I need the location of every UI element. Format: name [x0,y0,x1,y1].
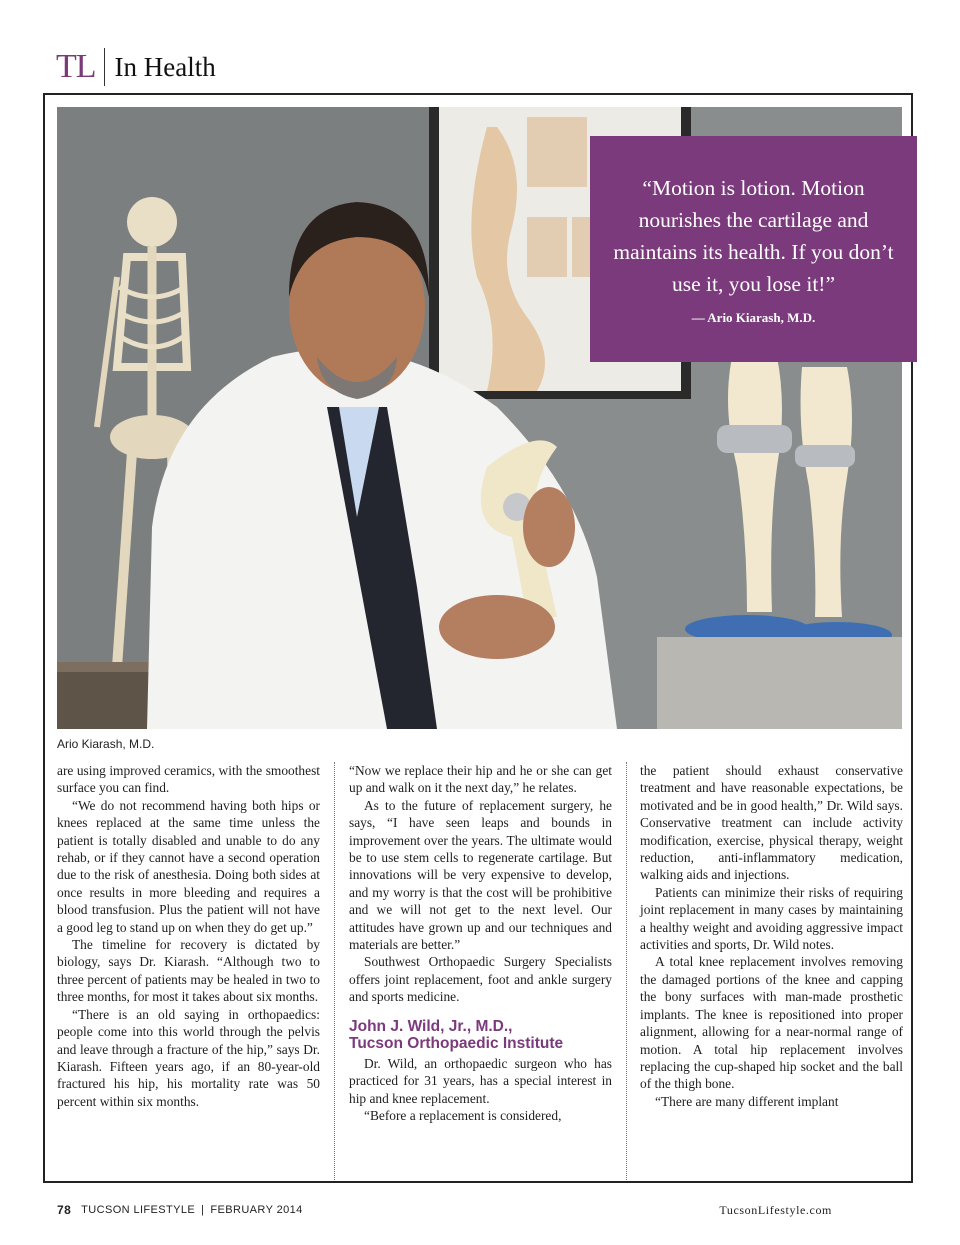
section-title: In Health [114,51,216,82]
website-url: TucsonLifestyle.com [719,1203,832,1217]
column-divider [334,762,335,1180]
paragraph: Dr. Wild, an orthopaedic surgeon who has practiced for 31 years, has a special interest in hip and knee replacement. [349,1055,612,1106]
tl-logo: TL [56,48,96,85]
footer-separator: | [201,1204,205,1216]
paragraph: “Now we replace their hip and he or she can get up and walk on it the next day,” he relates. [349,763,612,796]
page-footer [57,1203,303,1217]
magazine-name: TUCSON LIFESTYLE [81,1204,196,1216]
paragraph: A total knee replacement involves removing the damaged portions of the knee and capping the bony surfaces with man-made prosthetic implants. The knee is repositioned into proper alignment, allowing for a near-normal range of motion. A total hip replacement involves replacing the cup-shaped hip socket and the ball of the thigh bone. [640,954,903,1092]
issue-date: FEBRUARY 2014 [210,1204,303,1216]
header-divider [104,48,105,86]
pull-quote-text: “Motion is lotion. Motion nourishes the cartilage and maintains its health. If you don’t use it, you lose it!” [613,176,894,296]
article-column-2 [349,762,612,1124]
article-column-3 [640,762,903,1110]
paragraph: “There is an old saying in orthopaedics: people come into this world through the pelvis and leave through a fracture of the hip,” says Dr. Kiarash. Fifteen years ago, if an 80-year-old fractured his hip, his mortality rate was 50 percent within six months. [57,1006,320,1109]
photo-caption: Ario Kiarash, M.D. [57,737,155,751]
paragraph: “Before a replacement is considered, [364,1107,562,1123]
page-number: 78 [57,1203,72,1217]
paragraph: As to the future of replacement surgery, he says, “I have seen leaps and bounds in improvement over the years. The ultimate would be to use stem cells to regenerate cartilage. But innovations will be very expensive to develop, and my worry is that the cost will be prohibitive and we will not get to the next level. Our attitudes have grown up and our techniques and materials are better.” [349,797,612,953]
paragraph: The timeline for recovery is dictated by biology, says Dr. Kiarash. “Although two to three percent of patients may be healed in two to three months, for most it takes about six months. [57,937,320,1005]
paragraph: Patients can minimize their risks of requiring joint replacement in many cases by maintaining a healthy weight and avoiding aggressive impact activities and sports, Dr. Wild notes. [640,884,903,953]
paragraph: “There are many different implant [655,1093,839,1109]
column-divider [626,762,627,1180]
article-column-1 [57,762,320,1110]
paragraph: Southwest Orthopaedic Surgery Specialists offers joint replacement, foot and ankle surgery and sports medicine. [349,954,612,1005]
paragraph: the patient should exhaust conservative treatment and have reasonable expectations, be motivated and be in good health,” Dr. Wild says. Conservative treatment can include activity modification, exercise, physical therapy, weight reduction, anti-inflammatory medication, walking aids and injections. [640,763,903,883]
paragraph: are using improved ceramics, with the smoothest surface you can find. [57,763,320,796]
subhead-line-2: Tucson Orthopaedic Institute [349,1035,564,1053]
pull-quote-attribution: — Ario Kiarash, M.D. [691,310,816,325]
section-subhead [349,1018,612,1053]
paragraph: “We do not recommend having both hips or knees replaced at the same time unless the patient is totally disabled and unable to do any rehab, or if they cannot have a second operation due to the risk of anesthesia. Doing both sides at once results in more bleeding and requires a blood transfusion. Plus the patient will not have a good leg to stand up on when they do get up.” [57,797,320,935]
subhead-line-1: John J. Wild, Jr., M.D., [349,1017,513,1035]
pull-quote [590,136,917,362]
page-header [56,44,216,90]
